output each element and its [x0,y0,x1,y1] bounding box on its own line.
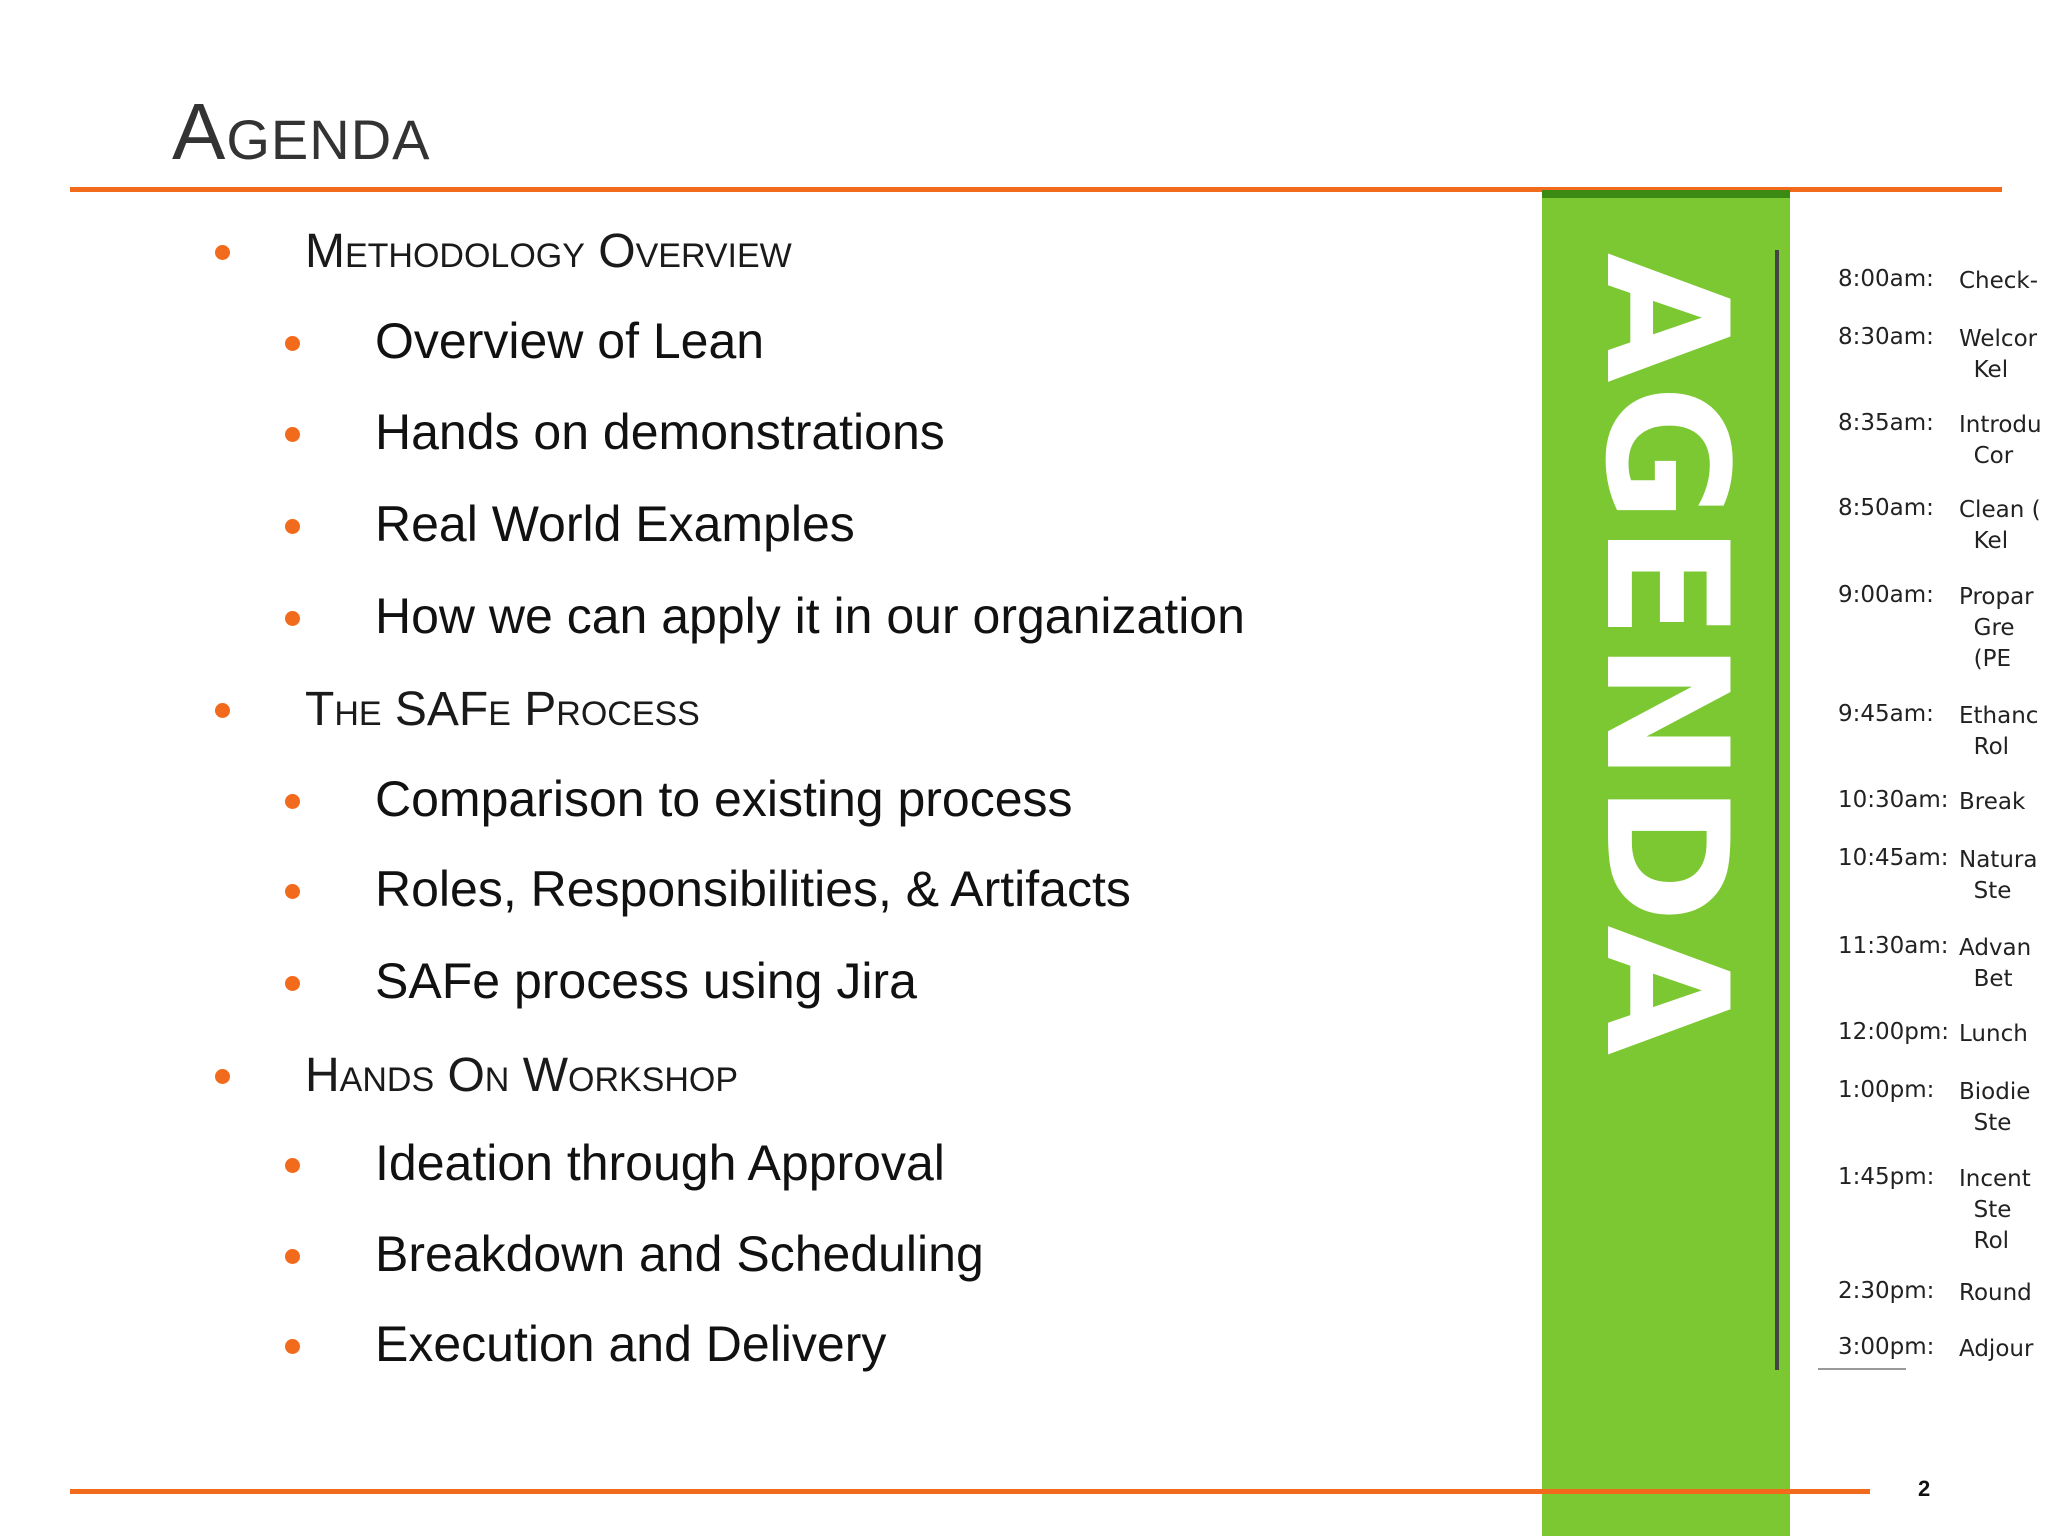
schedule-time: 10:45am: [1838,845,1949,871]
bullet-icon [285,1339,300,1354]
bullet-icon [285,794,300,809]
section-heading-text: Methodology Overview [305,225,792,278]
schedule-time: 10:30am: [1838,787,1949,813]
bullet-icon [285,427,300,442]
schedule-time: 8:50am: [1838,495,1934,521]
bullet-icon [215,703,230,718]
bullet-icon [285,611,300,626]
schedule-event: Break [1959,789,2026,815]
list-item [375,1226,984,1282]
list-item [375,313,765,369]
schedule-event: Propar Gre (PE [1959,584,2034,672]
schedule-event: Round [1959,1280,2032,1306]
bullet-icon [285,519,300,534]
list-item [375,953,917,1009]
section-heading [305,225,792,278]
slide-title: Agenda [172,87,431,176]
list-item-text: Hands on demonstrations [375,404,945,460]
schedule-event: Lunch [1959,1021,2028,1047]
list-item [375,771,1073,827]
schedule-time: 9:00am: [1838,582,1934,608]
schedule-time: 8:00am: [1838,266,1934,292]
agenda-banner-edge [1542,190,1790,198]
footer-divider [70,1489,1870,1494]
list-item-text: Overview of Lean [375,313,765,369]
list-item [375,1316,887,1372]
list-item [375,404,945,460]
schedule-time: 1:45pm: [1838,1164,1935,1190]
bullet-icon [215,1069,230,1084]
bullet-icon [285,1249,300,1264]
section-heading-text: The SAFe Process [305,683,700,736]
list-item [375,496,855,552]
schedule-time: 9:45am: [1838,701,1934,727]
schedule-event: Advan Bet [1959,935,2032,992]
section-heading [305,1049,739,1102]
schedule-border [1775,250,1779,1370]
list-item-text: Ideation through Approval [375,1135,945,1191]
schedule-time: 1:00pm: [1838,1077,1935,1103]
schedule-event: Welcor Kel [1959,326,2038,383]
schedule-time: 3:00pm: [1838,1334,1935,1360]
list-item-text: How we can apply it in our organization [375,588,1245,644]
list-item [375,1135,945,1191]
schedule-event: Biodie Ste [1959,1079,2031,1136]
list-item-text: Breakdown and Scheduling [375,1226,984,1282]
schedule-event: Adjour [1959,1336,2034,1362]
bullet-icon [215,245,230,260]
schedule-time: 2:30pm: [1838,1278,1935,1304]
page-number: 2 [1918,1476,1931,1501]
bullet-icon [285,976,300,991]
bullet-icon [285,336,300,351]
list-item-text: SAFe process using Jira [375,953,917,1009]
list-item-text: Execution and Delivery [375,1316,887,1372]
schedule-event: Incent Ste Rol [1959,1166,2031,1254]
list-item [375,861,1131,917]
list-item [375,588,1245,644]
schedule [1838,0,2048,1536]
list-item-text: Roles, Responsibilities, & Artifacts [375,861,1131,917]
schedule-event: Clean ( Kel [1959,497,2041,554]
section-heading-text: Hands On Workshop [305,1049,739,1102]
section-heading [305,683,700,736]
agenda-banner-text: AGENDA [1568,252,1764,1058]
bullet-icon [285,884,300,899]
schedule-time: 11:30am: [1838,933,1949,959]
schedule-event: Check- [1959,268,2039,294]
schedule-time: 8:30am: [1838,324,1934,350]
schedule-event: Ethanc Rol [1959,703,2039,760]
bullet-icon [285,1158,300,1173]
schedule-event: Natura Ste [1959,847,2038,904]
list-item-text: Comparison to existing process [375,771,1073,827]
schedule-time: 8:35am: [1838,410,1934,436]
schedule-event: Introdu Cor [1959,412,2042,469]
list-item-text: Real World Examples [375,496,855,552]
schedule-time: 12:00pm: [1838,1019,1950,1045]
